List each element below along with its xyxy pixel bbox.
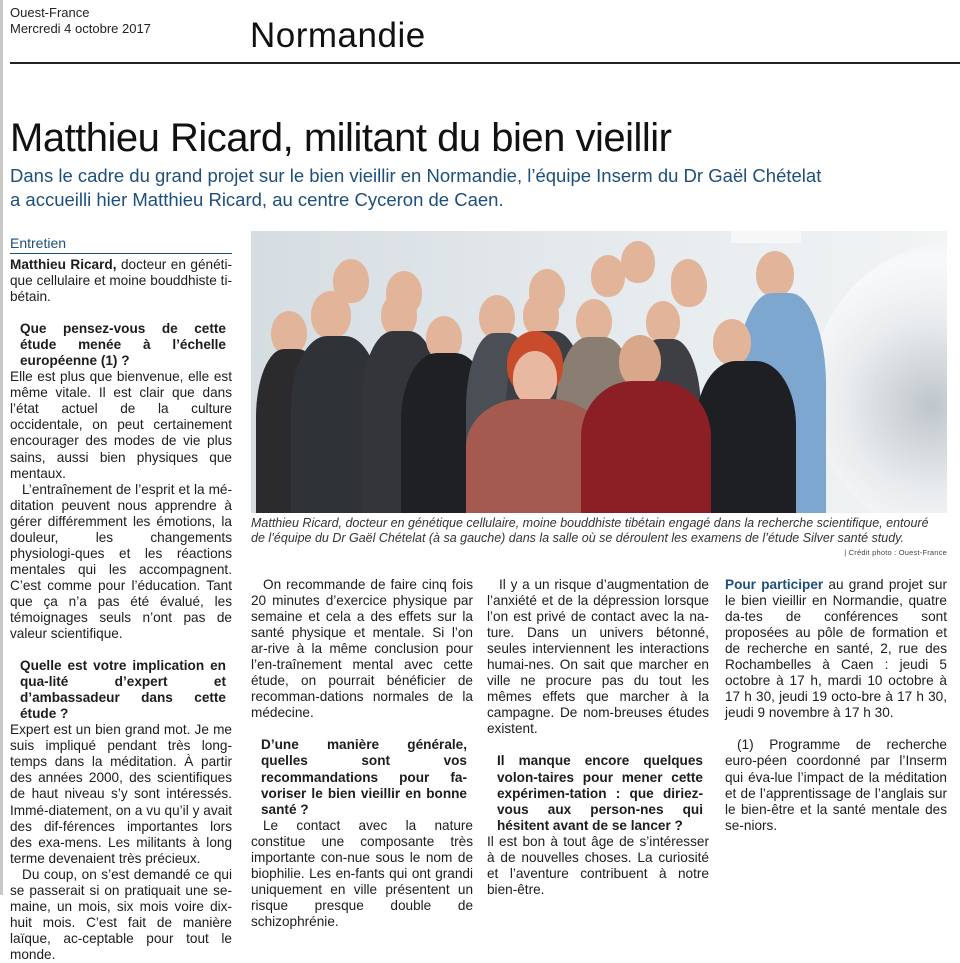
- question-2: Quelle est votre implication en qua-lité d’expert et d’ambassadeur dans cette étude ?: [20, 658, 226, 722]
- answer-1-paragraph-2: L’entraînement de l’esprit et la mé-ditation peuvent nous apprendre à gérer différemment les émotions, la douleur, les changements physiologi-ques et les réactions mentales qui les accompagnent. C’est comme pour l’éducation. Tant que ça n’a pas été évalué, les témoignages seuls n’ont pas de valeur scientifique.: [10, 481, 232, 642]
- publication-name: Ouest-France: [10, 5, 90, 20]
- column-3: [487, 577, 709, 898]
- article-standfirst: [10, 164, 940, 212]
- question-3: D’une manière générale, quelles sont vos recommandations pour fa-voriser le bien vieillir en bonne santé ?: [261, 737, 467, 817]
- standfirst-line-2: a accueilli hier Matthieu Ricard, au centre Cyceron de Caen.: [10, 189, 504, 210]
- intro-paragraph: [10, 257, 232, 305]
- caption-line-2: de l’équipe du Dr Gaël Chételat (à sa gauche) dans la salle où se déroulent les examens de l’étude Silver santé study.: [251, 531, 904, 545]
- participation-text: au grand projet sur le bien vieillir en Normandie, quatre da-tes de conférences sont proposées au pôle de formation et de recherche en santé, 2, rue des Rochambelles à Caen : jeudi 5 octobre à 17 h, mardi 10 octobre à 17 h 30, jeudi 19 octo-bre à 17 h 30, jeudi 9 novembre à 17 h 30.: [725, 577, 947, 721]
- column-2-paragraph-1: On recommande de faire cinq fois 20 minutes d’exercice physique par semaine et cela a des effets sur la santé physique et mentale. Si l’on ar-rive à la même conclusion pour l’en-traînement mental avec cette étude, on pourrait bénéficier de recomman-dations normales de la médecine.: [251, 577, 473, 721]
- column-2: [251, 577, 473, 930]
- article-headline: Matthieu Ricard, militant du bien vieillir: [10, 116, 672, 160]
- section-title: Normandie: [250, 16, 426, 55]
- answer-2-paragraph-1: Expert est un bien grand mot. Je me suis impliqué pendant très long-temps dans la méditation. À partir des années 2000, des scientifiques de haut niveau s’y sont intéressés. Immé-diatement, on a vu qu’il y avait des dif-férences importantes lors des exa-mens. Les militants à long terme devenaient très précieux.: [10, 722, 232, 866]
- answer-2-paragraph-2: Du coup, on s’est demandé ce qui se passerait si on pratiquait une se-maine, un mois, six mois voire dix-huit mois. C’est fait de manière laïque, ac-ceptable pour tout le monde.: [10, 866, 232, 962]
- header-rule: [10, 62, 960, 64]
- column-3-paragraph-1: Il y a un risque d’augmentation de l’anxiété et de la dépression lorsque l’on est privé de contact avec la na-ture. Dans un univers bétonné, seules interviennent les interactions humai-nes. On sait que marcher en ville ne procure pas du tout les mêmes effets que marcher à la campagne. De nom-breuses études existent.: [487, 577, 709, 737]
- answer-1-paragraph-1: Elle est plus que bienvenue, elle est même vitale. Il est clair que dans l’état actuel de la culture occidentale, on peut certainement encourager des modes de vie plus sains, aussi bien physiques que mentaux.: [10, 369, 232, 481]
- footnote: (1) Programme de recherche euro-péen coordonné par l’Inserm qui éva-lue l’impact de la méditation et de l’apprentissage de l’anglais sur le bien-être et la santé mentale des se-niors.: [725, 737, 947, 833]
- participation-paragraph: [725, 577, 947, 721]
- publication-info: [10, 5, 151, 37]
- page-edge-rule: [0, 0, 3, 895]
- standfirst-line-1: Dans le cadre du grand projet sur le bien vieillir en Normandie, l’équipe Inserm du Dr Gaël Chételat: [10, 165, 822, 186]
- publication-date: Mercredi 4 octobre 2017: [10, 21, 151, 36]
- photo-caption: [251, 516, 947, 546]
- photo-credit: | Crédit photo : Ouest-France: [844, 548, 947, 557]
- participation-lead: Pour participer: [725, 577, 824, 592]
- intro-text: docteur en généti-que cellulaire et moine bouddhiste ti-bétain.: [10, 257, 232, 305]
- column-2-paragraph-2: Le contact avec la nature constitue une composante très importante con-nue sous le nom de biophilie. Les en-fants qui ont grandi uniquement en ville présentent un risque presque double de schizophrénie.: [251, 817, 473, 929]
- article-kicker: Entretien: [10, 235, 232, 254]
- column-4: [725, 577, 947, 834]
- caption-line-1: Matthieu Ricard, docteur en génétique cellulaire, moine bouddhiste tibétain engagé dans la recherche scientifique, entouré: [251, 516, 929, 530]
- question-1: Que pensez-vous de cette étude menée à l’échelle européenne (1) ?: [20, 321, 226, 369]
- question-4: Il manque encore quelques volon-taires pour mener cette expérimen-tation : que diriez-vous aux person-nes qui hésitent avant de se lancer ?: [497, 753, 703, 833]
- intro-name: Matthieu Ricard,: [10, 257, 117, 272]
- column-3-paragraph-2: Il est bon à tout âge de s’intéresser à de nouvelles choses. La curiosité et l’aventure contribuent à notre bien-être.: [487, 833, 709, 897]
- article-photo: [251, 231, 947, 513]
- column-1: [10, 257, 232, 963]
